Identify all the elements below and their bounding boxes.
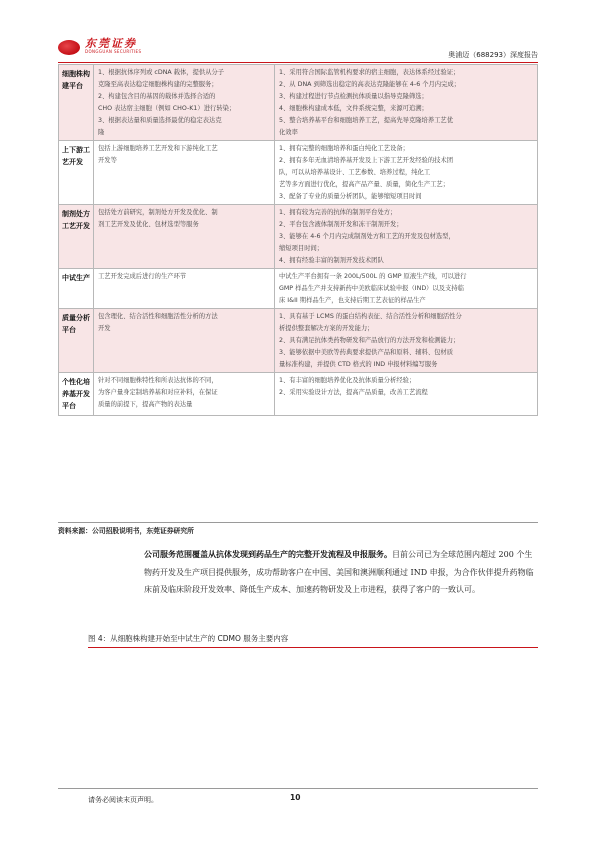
- service-advantages: [275, 141, 538, 205]
- service-category: 个性化培养基开发平台: [59, 373, 94, 416]
- advantage-line: 5、整合培养基平台和细胞培养工艺，提高先导克隆培养工艺优: [279, 117, 454, 124]
- service-advantages: [275, 269, 538, 309]
- paragraph-lead: 公司服务范围覆盖从抗体发现到药品生产的完整开发流程及申报服务。: [144, 549, 392, 559]
- description-line: 包含理化、结合活性和细胞活性分析的方法: [98, 313, 218, 320]
- advantage-line: 床 I&II 期样品生产，也支持后期工艺表征的样品生产: [279, 297, 426, 304]
- company-logo: [58, 38, 141, 55]
- service-category: 细胞株构建平台: [59, 65, 94, 141]
- cdmo-services-table: [58, 64, 538, 416]
- advantage-line: 1、具有基于 LCMS 的蛋白结构表征、结合活性分析和细胞活性分: [279, 313, 462, 320]
- service-category: 制剂处方工艺开发: [59, 205, 94, 269]
- table-row: [59, 269, 538, 309]
- advantage-line: 4、细胞株构建成本低，文件系统完整，来源可追溯；: [279, 105, 428, 112]
- description-line: 1、根据抗体序列或 cDNA 载体，提供从分子: [98, 69, 225, 76]
- advantage-line: GMP 样品生产并支持新药中美欧临床试验申报（IND）以及支持临: [279, 285, 464, 292]
- description-line: 2、构建包含目的基因的载体并选择合适的: [98, 93, 216, 100]
- advantage-line: 1、有丰富的细胞培养优化及抗体质量分析经验；: [279, 377, 416, 384]
- report-title: 奥浦迈（688293）深度报告: [448, 51, 538, 59]
- service-advantages: [275, 205, 538, 269]
- advantage-line: 析提供整套解决方案的开发能力；: [279, 325, 374, 332]
- advantage-line: 3、能够在 4-6 个月内完成制剂处方和工艺的开发及包材选型，: [279, 233, 455, 240]
- table-row: [59, 141, 538, 205]
- service-description: [94, 205, 275, 269]
- advantage-line: 2、具有满足抗体类药物研发和产品放行的方法开发和检测能力；: [279, 337, 460, 344]
- table-row: [59, 373, 538, 416]
- advantage-line: 中试生产平台拥有一条 200L/500L 的 GMP 原液生产线，可以进行: [279, 273, 467, 280]
- description-line: 3、根据表达量和质量选择最优的稳定表达克: [98, 117, 222, 124]
- description-line: 为客户量身定制培养基和对应补料，在保证: [98, 389, 218, 396]
- advantage-line: 艺等多方面进行优化，提高产品产量、质量，简化生产工艺；: [279, 181, 450, 188]
- service-category: 中试生产: [59, 269, 94, 309]
- description-line: 开发等: [98, 157, 117, 164]
- service-category: 质量分析平台: [59, 309, 94, 373]
- service-description: [94, 373, 275, 416]
- table-source: 资料来源：公司招股说明书，东莞证券研究所: [58, 522, 538, 535]
- advantage-line: 2、采用实验设计方法，提高产品质量，改善工艺流程: [279, 389, 428, 396]
- advantage-line: 4、拥有经验丰富的制剂开发技术团队: [279, 257, 384, 264]
- description-line: CHO 表达宿主细胞（例如 CHO-K1）进行转染；: [98, 105, 236, 112]
- description-line: 隆: [98, 129, 105, 136]
- table-row: [59, 309, 538, 373]
- service-category: 上下游工艺开发: [59, 141, 94, 205]
- description-line: 剂工艺开发及优化、包材选型等服务: [98, 221, 199, 228]
- advantage-line: 2、拥有多年无血清培养基开发及上下游工艺开发经验的技术团: [279, 157, 454, 164]
- table-row: [59, 205, 538, 269]
- advantage-line: 2、从 DNA 到筛选出稳定的高表达克隆能够在 4-6 个月内完成；: [279, 81, 460, 88]
- table-row: [59, 65, 538, 141]
- service-description: [94, 141, 275, 205]
- advantage-line: 3、构建过程进行节点检测抗体质量以指导克隆筛选；: [279, 93, 428, 100]
- advantage-line: 量标准构建，并提供 CTD 格式的 IND 申报材料编写服务: [279, 361, 438, 368]
- advantage-line: 化效率: [279, 129, 298, 136]
- figure-caption: 图 4：从细胞株构建开始至中试生产的 CDMO 服务主要内容: [88, 633, 538, 648]
- page-number: 10: [290, 793, 301, 802]
- advantage-line: 2、平台包含液体制剂开发和冻干制剂开发；: [279, 221, 403, 228]
- service-advantages: [275, 309, 538, 373]
- advantage-line: 1、采用符合国际监管机构要求的宿主细胞，表达体系经过验证；: [279, 69, 460, 76]
- description-line: 开发: [98, 325, 111, 332]
- advantage-line: 3、能够依据中美欧等药典要求提供产品和原料、辅料、包材质: [279, 349, 454, 356]
- advantage-line: 队，可以从培养基设计、工艺参数、培养过程，纯化工: [279, 169, 431, 176]
- logo-icon: [58, 40, 80, 55]
- advantage-line: 1、拥有较为完善的抗体的制剂平台处方；: [279, 209, 397, 216]
- service-advantages: [275, 373, 538, 416]
- service-description: [94, 309, 275, 373]
- description-line: 质量的前提下，提高产物的表达量: [98, 401, 193, 408]
- description-line: 针对不同细胞株特性和所表达抗体的不同，: [98, 377, 218, 384]
- service-advantages: [275, 65, 538, 141]
- advantage-line: 缩短项目时间；: [279, 245, 324, 252]
- description-line: 工艺开发完成后进行的生产环节: [98, 273, 187, 280]
- description-line: 包括上游细胞培养工艺开发和下游纯化工艺: [98, 145, 218, 152]
- service-description: [94, 65, 275, 141]
- description-line: 包括处方前研究，制剂处方开发及优化、制: [98, 209, 218, 216]
- service-description: [94, 269, 275, 309]
- advantage-line: 1、拥有完整的细胞培养和蛋白纯化工艺设备；: [279, 145, 409, 152]
- footer-divider: [58, 788, 538, 789]
- paragraph-body: 目前公司已为全球范围内超过 200 个生物药开发及生产项目提供服务，成功帮助客户在中国、美国和澳洲顺利通过 IND 申报，为合作伙伴提升药物临床前及临床阶段开发效率、降低生产成本、加速药物研发及上市进程，获得了客户的一致认可。: [144, 550, 534, 594]
- advantage-line: 3、配备了专业的质量分析团队，能够缩短项目时间: [279, 193, 422, 200]
- description-line: 克隆至高表达稳定细胞株构建的完整服务；: [98, 81, 218, 88]
- footer-disclaimer: 请务必阅读末页声明。: [88, 796, 158, 804]
- body-paragraph: [144, 546, 538, 599]
- page-header: [58, 37, 538, 63]
- logo-chinese-name: 东莞证券: [85, 37, 137, 50]
- logo-english-name: DONGGUAN SECURITIES: [85, 49, 142, 54]
